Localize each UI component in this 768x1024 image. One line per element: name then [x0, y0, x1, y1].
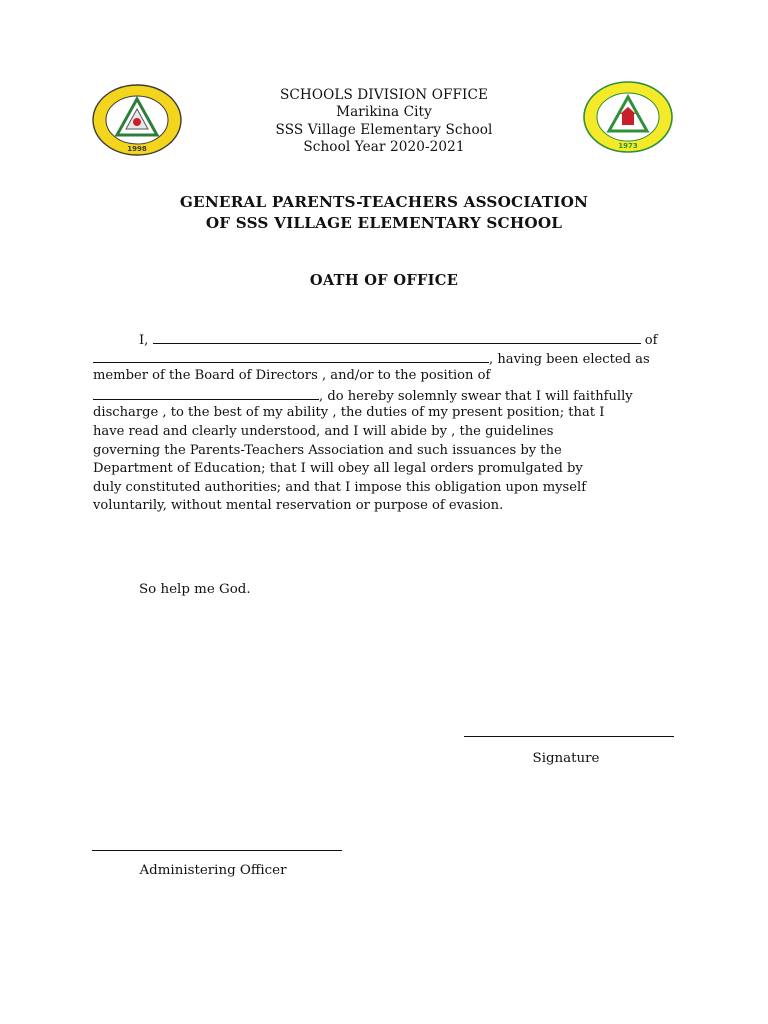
svg-text:1973: 1973 [618, 142, 638, 150]
oath-line-1 [93, 330, 683, 349]
address-blank[interactable] [93, 349, 489, 363]
header-division-office: SCHOOLS DIVISION OFFICE [279, 87, 489, 103]
signature-label: Signature [532, 751, 600, 766]
closing-text: So help me God. [139, 582, 251, 597]
name-blank[interactable] [153, 330, 641, 344]
division-seal-icon [91, 83, 183, 157]
oath-line-5: discharge , to the best of my ability , the duties of my present position; that I [93, 405, 605, 421]
school-seal-graphic [582, 80, 674, 154]
oath-line-8: Department of Education; that I will obey all legal orders promulgated by [93, 461, 583, 477]
administering-officer-line[interactable] [92, 850, 342, 851]
header-city: Marikina City [336, 104, 432, 121]
oath-swear-text: , do hereby solemnly swear that I will faithfully [319, 388, 633, 404]
svg-text:1998: 1998 [127, 145, 147, 153]
oath-line-6: have read and clearly understood, and I will abide by , the guidelines [93, 423, 554, 439]
header-school-name: SSS Village Elementary School [275, 121, 493, 138]
administering-officer-label: Administering Officer [139, 863, 287, 878]
school-seal-icon [582, 80, 674, 154]
oath-line-9: duly constituted authorities; and that I impose this obligation upon myself [93, 479, 587, 495]
oath-of-word: of [644, 333, 658, 348]
oath-line-4 [93, 386, 683, 405]
association-title-line1: GENERAL PARENTS-TEACHERS ASSOCIATION [179, 193, 589, 211]
oath-elected-text: , having been elected as [489, 351, 650, 367]
oath-title: OATH OF OFFICE [309, 272, 459, 289]
header-school-year: School Year 2020-2021 [303, 138, 465, 155]
signature-line[interactable] [464, 736, 674, 737]
position-blank[interactable] [93, 386, 319, 400]
association-title-line2: OF SSS VILLAGE ELEMENTARY SCHOOL [205, 214, 563, 232]
school-header [230, 87, 538, 156]
oath-pronoun: I, [139, 333, 149, 348]
oath-line-3: member of the Board of Directors , and/or to the position of [93, 368, 491, 384]
oath-line-2 [93, 349, 683, 368]
oath-line-7: governing the Parents-Teachers Association and such issuances by the [93, 442, 562, 458]
oath-line-10: voluntarily, without mental reservation or purpose of evasion. [93, 498, 504, 514]
oath-body [93, 330, 683, 516]
division-seal-graphic [91, 83, 183, 157]
association-title [120, 192, 648, 234]
